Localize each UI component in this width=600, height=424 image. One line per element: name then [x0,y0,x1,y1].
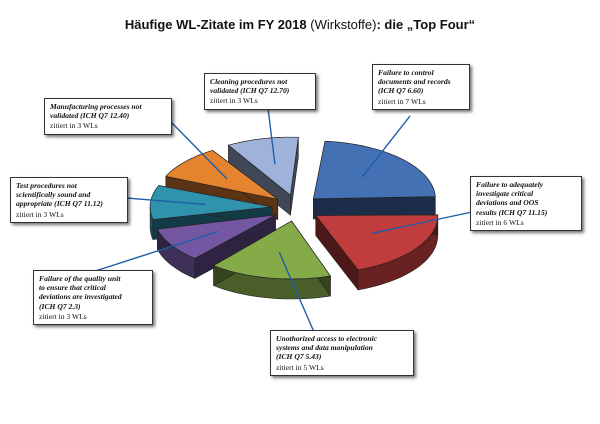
callout-label: Failure to control documents and records (ICH Q7 6.60) [378,68,451,96]
pie-slices [150,137,438,299]
callout-investigate-deviations-oos [470,176,582,231]
title-sub: (Wirkstoffe) [310,17,377,32]
callout-count: zitiert in 5 WLs [276,362,324,372]
title-main: Häufige WL-Zitate im FY 2018 [124,17,307,32]
callout-test-procedures [10,177,128,223]
callout-quality-unit [33,270,153,325]
callout-label: Failure to adequately investigate critical deviations and OOS results (ICH Q7 11.15) [476,180,548,217]
callout-label: Unothorized access to electronic systems and data manipulation (ICH Q7 5.43) [276,334,378,362]
callout-count: zitiert in 3 WLs [39,311,87,321]
callout-label: Manufacturing processes not validated (ICH Q7 12.40) [50,102,142,121]
callout-cleaning-procedures [204,73,316,110]
callout-label: Failure of the quality unit to ensure that critical deviations are investigated (ICH Q7 2.3) [39,274,122,311]
callout-count: zitiert in 3 WLs [50,121,98,131]
callout-label: Test procedures not scientifically sound and appropriate (ICH Q7 11.12) [16,181,103,209]
callout-count: zitiert in 6 WLs [476,217,524,227]
callout-documents-records [372,64,470,110]
callout-count: zitiert in 3 WLs [210,96,258,106]
callout-count: zitiert in 7 WLs [378,96,426,106]
title-tail: : die „Top Four“ [376,17,476,32]
slice-top [313,141,435,199]
slice-documents-records [313,141,435,219]
callout-count: zitiert in 3 WLs [16,209,64,219]
callout-manufacturing-processes [44,98,172,135]
callout-label: Cleaning procedures not validated (ICH Q7 12.70) [210,77,290,96]
slice-investigate-deviations-oos [316,215,438,290]
callout-unauthorized-access [270,330,414,376]
